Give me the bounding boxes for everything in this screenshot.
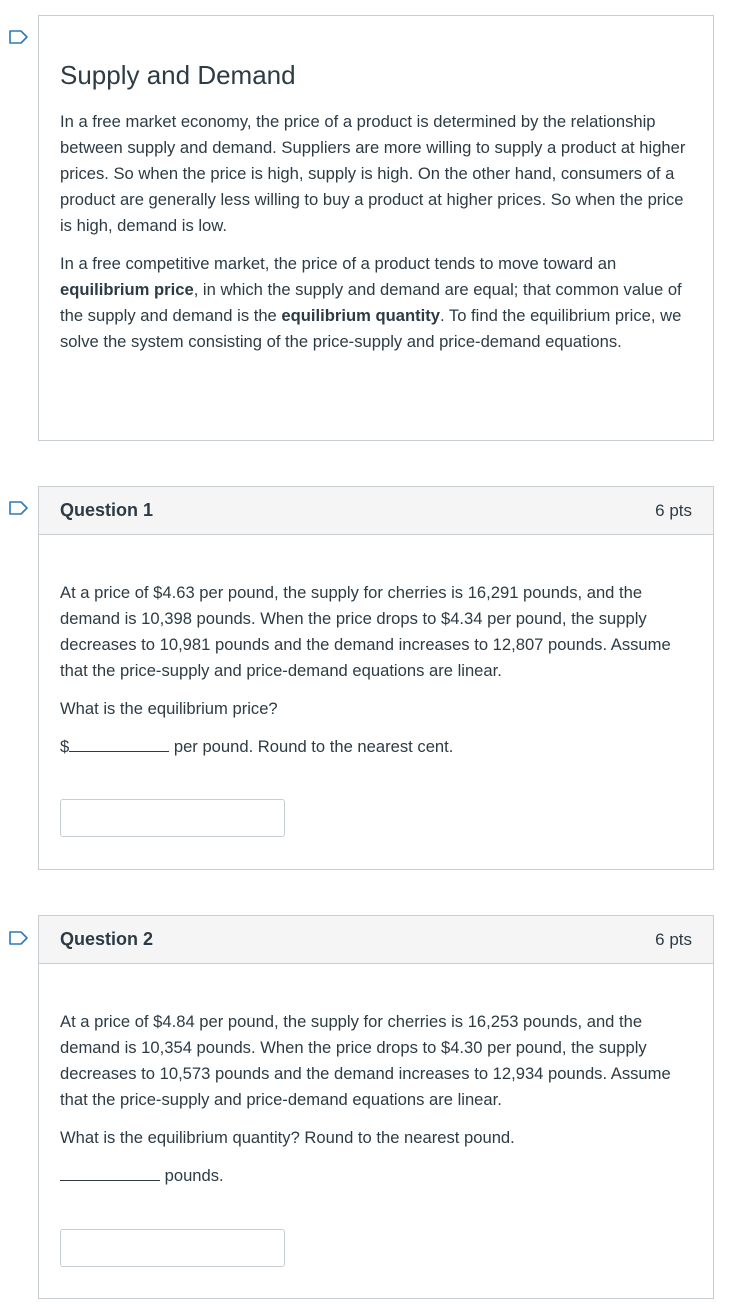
flag-question-icon[interactable] <box>9 501 29 515</box>
term-equilibrium-price: equilibrium price <box>60 280 194 299</box>
question-text: At a price of $4.63 per pound, the supply for cherries is 16,291 pounds, and the demand is 10,398 pounds. When the price drops to $4.34 per pound, the supply decreases to 10,981 pounds and the demand increases to 12,807 pounds. Assume that the price-supply and price-demand equations are linear. <box>60 583 671 680</box>
intro-paragraph: In a free market economy, the price of a product is determined by the relationship between supply and demand. Suppliers are more willing to supply a product at higher prices. So when the price is high, supply is high. On the other hand, consumers of a product are generally less willing to buy a product at higher prices. So when the price is high, demand is low. <box>60 112 686 235</box>
answer-blank-line <box>69 735 169 752</box>
answer-format: $ per pound. Round to the nearest cent. <box>60 737 454 756</box>
question-title: Question 2 <box>60 929 154 949</box>
question-card <box>38 915 714 1299</box>
answer-input[interactable] <box>60 799 285 837</box>
question-body <box>39 964 713 1267</box>
question-title: Question 1 <box>60 500 154 520</box>
question-card <box>38 486 714 870</box>
answer-format: pounds. <box>60 1163 692 1189</box>
answer-input[interactable] <box>60 1229 285 1267</box>
question-header <box>39 487 713 535</box>
intro-paragraph: In a free competitive market, the price of a product tends to move toward an equilibrium price, in which the supply and demand are equal; that common value of the supply and demand is the equilibrium quantity. To find the equilibrium price, we solve the system consisting of the price-supply and price-demand equations. <box>60 254 682 351</box>
question-points: 6 pts <box>655 500 692 520</box>
intro-title: Supply and Demand <box>60 60 296 90</box>
question-text: At a price of $4.84 per pound, the supply for cherries is 16,253 pounds, and the demand is 10,354 pounds. When the price drops to $4.30 per pound, the supply decreases to 10,573 pounds and the demand increases to 12,934 pounds. Assume that the price-supply and price-demand equations are linear. <box>60 1012 671 1109</box>
flag-question-icon[interactable] <box>9 931 29 945</box>
question-body <box>39 535 713 837</box>
intro-card <box>38 15 714 441</box>
question-points: 6 pts <box>655 929 692 949</box>
intro-body <box>39 16 713 355</box>
question-prompt: What is the equilibrium price? <box>60 699 278 718</box>
term-equilibrium-quantity: equilibrium quantity <box>281 306 440 325</box>
flag-question-icon[interactable] <box>9 30 29 44</box>
question-prompt: What is the equilibrium quantity? Round to the nearest pound. <box>60 1128 515 1147</box>
question-header <box>39 916 713 964</box>
answer-blank-line <box>60 1164 160 1181</box>
